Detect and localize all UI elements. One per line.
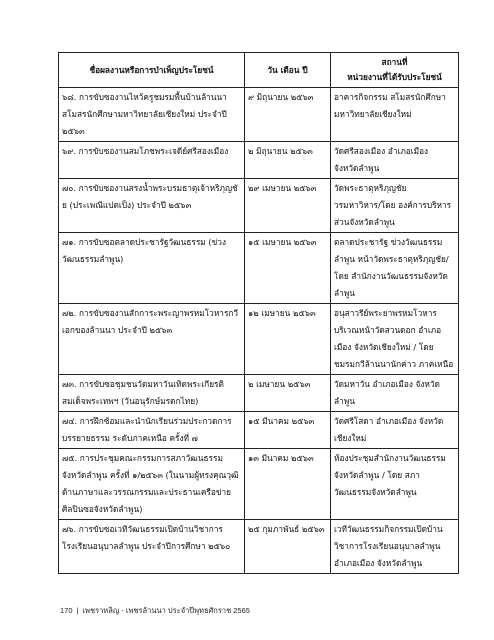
cell-date: ๙ มิถุนายน ๒๕๖๓ (245, 88, 331, 142)
cell-activity: ๗๒. การขับซองานสักการะพระญาพรหมโวหารกวีเอกของล้านนา ประจำปี ๒๕๖๓ (59, 304, 245, 375)
cell-activity: ๗๕. การประชุมคณะกรรมการสภาวัฒนธรรมจังหวัดลำพูน ครั้งที่ ๑/๒๕๖๓ (ในนามผู้ทรงคุณวุฒิด้านภาษาและวรรณกรรมและประธานเครือข่ายศิลปินซอจังหวัดลำพูน) (59, 449, 245, 520)
cell-place: ตลาดประชารัฐ ข่วงวัฒนธรรมลำพูน หน้าวัดพระธาตุหริภุญชัย/โดย สำนักงานวัฒนธรรมจังหวัดลำพูน (331, 233, 459, 304)
cell-place: อนุสาวรีย์พระยาพรหมโวหาร บริเวณหน้าวัดสวนดอก อำเภอเมือง จังหวัดเชียงใหม่ / โดย ชมรมกวีล้านนานักค่าว ภาคเหนือ (331, 304, 459, 375)
cell-date: ๒๕ กุมภาพันธ์ ๒๕๖๓ (245, 520, 331, 574)
table-row (59, 412, 459, 449)
header-activity: ชื่อผลงานหรือการบำเพ็ญประโยชน์ (59, 53, 245, 88)
table-row (59, 449, 459, 520)
cell-activity: ๖๘. การขับซองานไหว้ครูชมรมพื้นบ้านล้านนา สโมสรนักศึกษามหาวิทยาลัยเชียงใหม่ ประจำปี ๒๕๖๓ (59, 88, 245, 142)
header-date: วัน เดือน ปี (245, 53, 331, 88)
cell-date: ๑๕ เมษายน ๒๕๖๓ (245, 233, 331, 304)
cell-activity: ๗๔. การฝึกซ้อมและนำนักเรียนร่วมประกวดการบรรยายธรรม ระดับภาคเหนือ ครั้งที่ ๗ (59, 412, 245, 449)
footer-separator: | (76, 606, 79, 615)
cell-place: ห้องประชุมสำนักงานวัฒนธรรมจังหวัดลำพูน / โดย สภาวัฒนธรรมจังหวัดลำพูน (331, 449, 459, 520)
cell-date: ๒ เมษายน ๒๕๖๓ (245, 375, 331, 412)
header-place-line2: หน่วยงานที่ได้รับประโยชน์ (347, 72, 442, 82)
cell-place: วัดศรีโสดา อำเภอเมือง จังหวัดเชียงใหม่ (331, 412, 459, 449)
cell-date: ๑๓ มีนาคม ๒๕๖๓ (245, 449, 331, 520)
cell-place: วัดพระธาตุหริภุญชัย วรมหาวิหาร/โดย องค์การบริหารส่วนจังหวัดลำพูน (331, 179, 459, 233)
table-row (59, 520, 459, 574)
table-row (59, 88, 459, 142)
table-row (59, 142, 459, 179)
awards-table (58, 52, 459, 574)
cell-date: ๑๕ มีนาคม ๒๕๖๓ (245, 412, 331, 449)
cell-activity: ๗๑. การขับซอตลาดประชารัฐวัฒนธรรม (ข่วงวัฒนธรรมลำพูน) (59, 233, 245, 304)
cell-place: วัดมหาวัน อำเภอเมือง จังหวัดลำพูน (331, 375, 459, 412)
table-row (59, 179, 459, 233)
cell-place: อาคารกิจกรรม สโมสรนักศึกษา มหาวิทยาลัยเชียงใหม่ (331, 88, 459, 142)
cell-activity: ๗๖. การขับซอเวทีวัฒนธรรมเปิดบ้านวิชาการโรงเรียนอนุบาลลำพูน ประจำปีการศึกษา ๒๕๖๐ (59, 520, 245, 574)
cell-activity: ๖๙. การขับซองานสมโภชพระเจดีย์ศรีสองเมือง (59, 142, 245, 179)
header-place-line1: สถานที่ (381, 57, 408, 67)
footer-title: เพชราหลิญ - เพชรล้านนา ประจำปีพุทธศักราช 2565 (82, 606, 250, 615)
table-row (59, 233, 459, 304)
header-place (331, 53, 459, 88)
document-page (58, 52, 458, 574)
cell-place: เวทีวัฒนธรรมกิจกรรมเปิดบ้านวิชาการโรงเรียนอนุบาลลำพูน อำเภอเมือง จังหวัดลำพูน (331, 520, 459, 574)
page-number: 170 (60, 606, 73, 615)
table-header-row (59, 53, 459, 88)
cell-place: วัดศรีสองเมือง อำเภอเมือง จังหวัดลำพูน (331, 142, 459, 179)
page-footer (60, 605, 250, 617)
cell-date: ๒๙ เมษายน ๒๕๖๓ (245, 179, 331, 233)
cell-date: ๒ มิถุนายน ๒๕๖๓ (245, 142, 331, 179)
cell-activity: ๗๐. การขับซองานสรงน้ำพระบรมธาตุเจ้าหริภุญชัย (ประเพณีแปดเป็ง) ประจำปี ๒๕๖๓ (59, 179, 245, 233)
cell-date: ๑๒ เมษายน ๒๕๖๓ (245, 304, 331, 375)
cell-activity: ๗๓. การขับซอชุมชนวัดมหาวันเทิดพระเกียรติสมเด็จพระเทพฯ (วันอนุรักษ์มรดกไทย) (59, 375, 245, 412)
table-row (59, 375, 459, 412)
table-row (59, 304, 459, 375)
